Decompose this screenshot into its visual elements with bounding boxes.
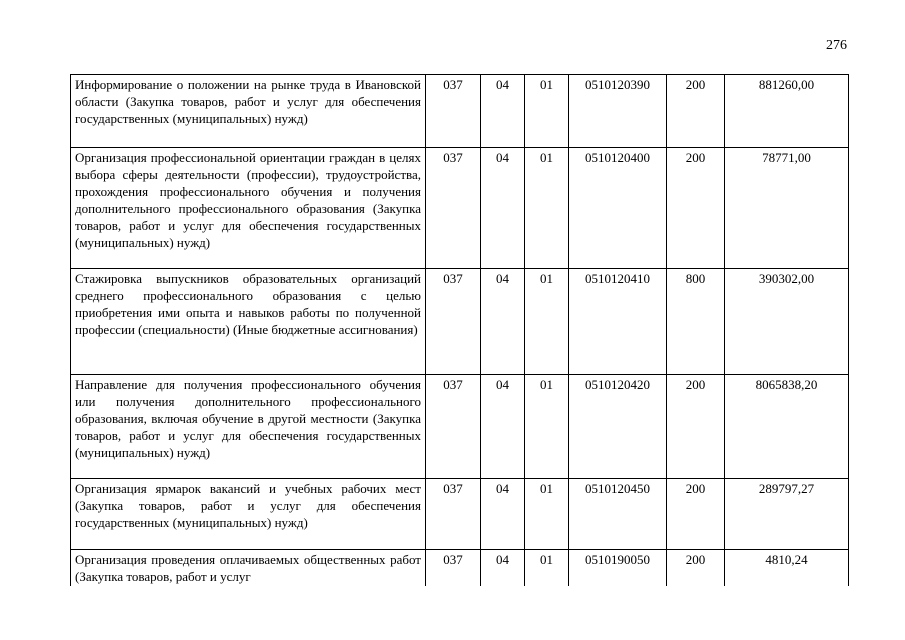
- row-expense-type-code: 200: [667, 479, 725, 550]
- row-expense-type-code: 200: [667, 148, 725, 269]
- table-row: [71, 269, 849, 375]
- row-description: Организация ярмарок вакансий и учебных рабочих мест (Закупка товаров, работ и услуг для обеспечения государственных (муниципальных) нужд): [71, 479, 426, 550]
- row-amount: 390302,00: [725, 269, 849, 375]
- row-target-article-code: 0510120420: [569, 375, 667, 479]
- row-target-article-code: 0510120400: [569, 148, 667, 269]
- row-target-article-code: 0510120450: [569, 479, 667, 550]
- page-number: 276: [826, 38, 847, 53]
- row-expense-type-code: 200: [667, 375, 725, 479]
- row-section-code: 04: [481, 75, 525, 148]
- row-department-code: 037: [426, 479, 481, 550]
- row-description: Стажировка выпускников образовательных организаций среднего профессионального образования с целью приобретения ими опыта и навыков работы по полученной профессии (специальности) (Иные бюджетные ассигнования): [71, 269, 426, 375]
- row-amount: 881260,00: [725, 75, 849, 148]
- row-target-article-code: 0510190050: [569, 550, 667, 586]
- row-description: Организация проведения оплачиваемых общественных работ (Закупка товаров, работ и услуг: [71, 550, 426, 586]
- row-target-article-code: 0510120390: [569, 75, 667, 148]
- row-subsection-code: 01: [525, 479, 569, 550]
- row-expense-type-code: 800: [667, 269, 725, 375]
- row-department-code: 037: [426, 550, 481, 586]
- table-row: [71, 479, 849, 550]
- row-expense-type-code: 200: [667, 75, 725, 148]
- row-section-code: 04: [481, 148, 525, 269]
- row-description: Организация профессиональной ориентации граждан в целях выбора сферы деятельности (профессии), трудоустройства, прохождения профессионального обучения и получения дополнительного профессионального образования (Закупка товаров, работ и услуг для обеспечения государственных (муниципальных) нужд): [71, 148, 426, 269]
- row-section-code: 04: [481, 550, 525, 586]
- row-description: Информирование о положении на рынке труда в Ивановской области (Закупка товаров, работ и услуг для обеспечения государственных (муниципальных) нужд): [71, 75, 426, 148]
- table-row: [71, 148, 849, 269]
- budget-table: [70, 74, 849, 586]
- row-subsection-code: 01: [525, 550, 569, 586]
- row-description: Направление для получения профессионального обучения или получения дополнительного профессионального образования, включая обучение в другой местности (Закупка товаров, работ и услуг для обеспечения государственных (муниципальных) нужд): [71, 375, 426, 479]
- row-section-code: 04: [481, 479, 525, 550]
- row-section-code: 04: [481, 269, 525, 375]
- row-target-article-code: 0510120410: [569, 269, 667, 375]
- row-amount: 8065838,20: [725, 375, 849, 479]
- row-amount: 4810,24: [725, 550, 849, 586]
- row-expense-type-code: 200: [667, 550, 725, 586]
- row-department-code: 037: [426, 75, 481, 148]
- row-amount: 289797,27: [725, 479, 849, 550]
- row-department-code: 037: [426, 148, 481, 269]
- row-department-code: 037: [426, 375, 481, 479]
- table-row: [71, 375, 849, 479]
- row-subsection-code: 01: [525, 148, 569, 269]
- row-section-code: 04: [481, 375, 525, 479]
- row-amount: 78771,00: [725, 148, 849, 269]
- row-department-code: 037: [426, 269, 481, 375]
- table-row: [71, 550, 849, 586]
- row-subsection-code: 01: [525, 75, 569, 148]
- table-row: [71, 75, 849, 148]
- row-subsection-code: 01: [525, 269, 569, 375]
- row-subsection-code: 01: [525, 375, 569, 479]
